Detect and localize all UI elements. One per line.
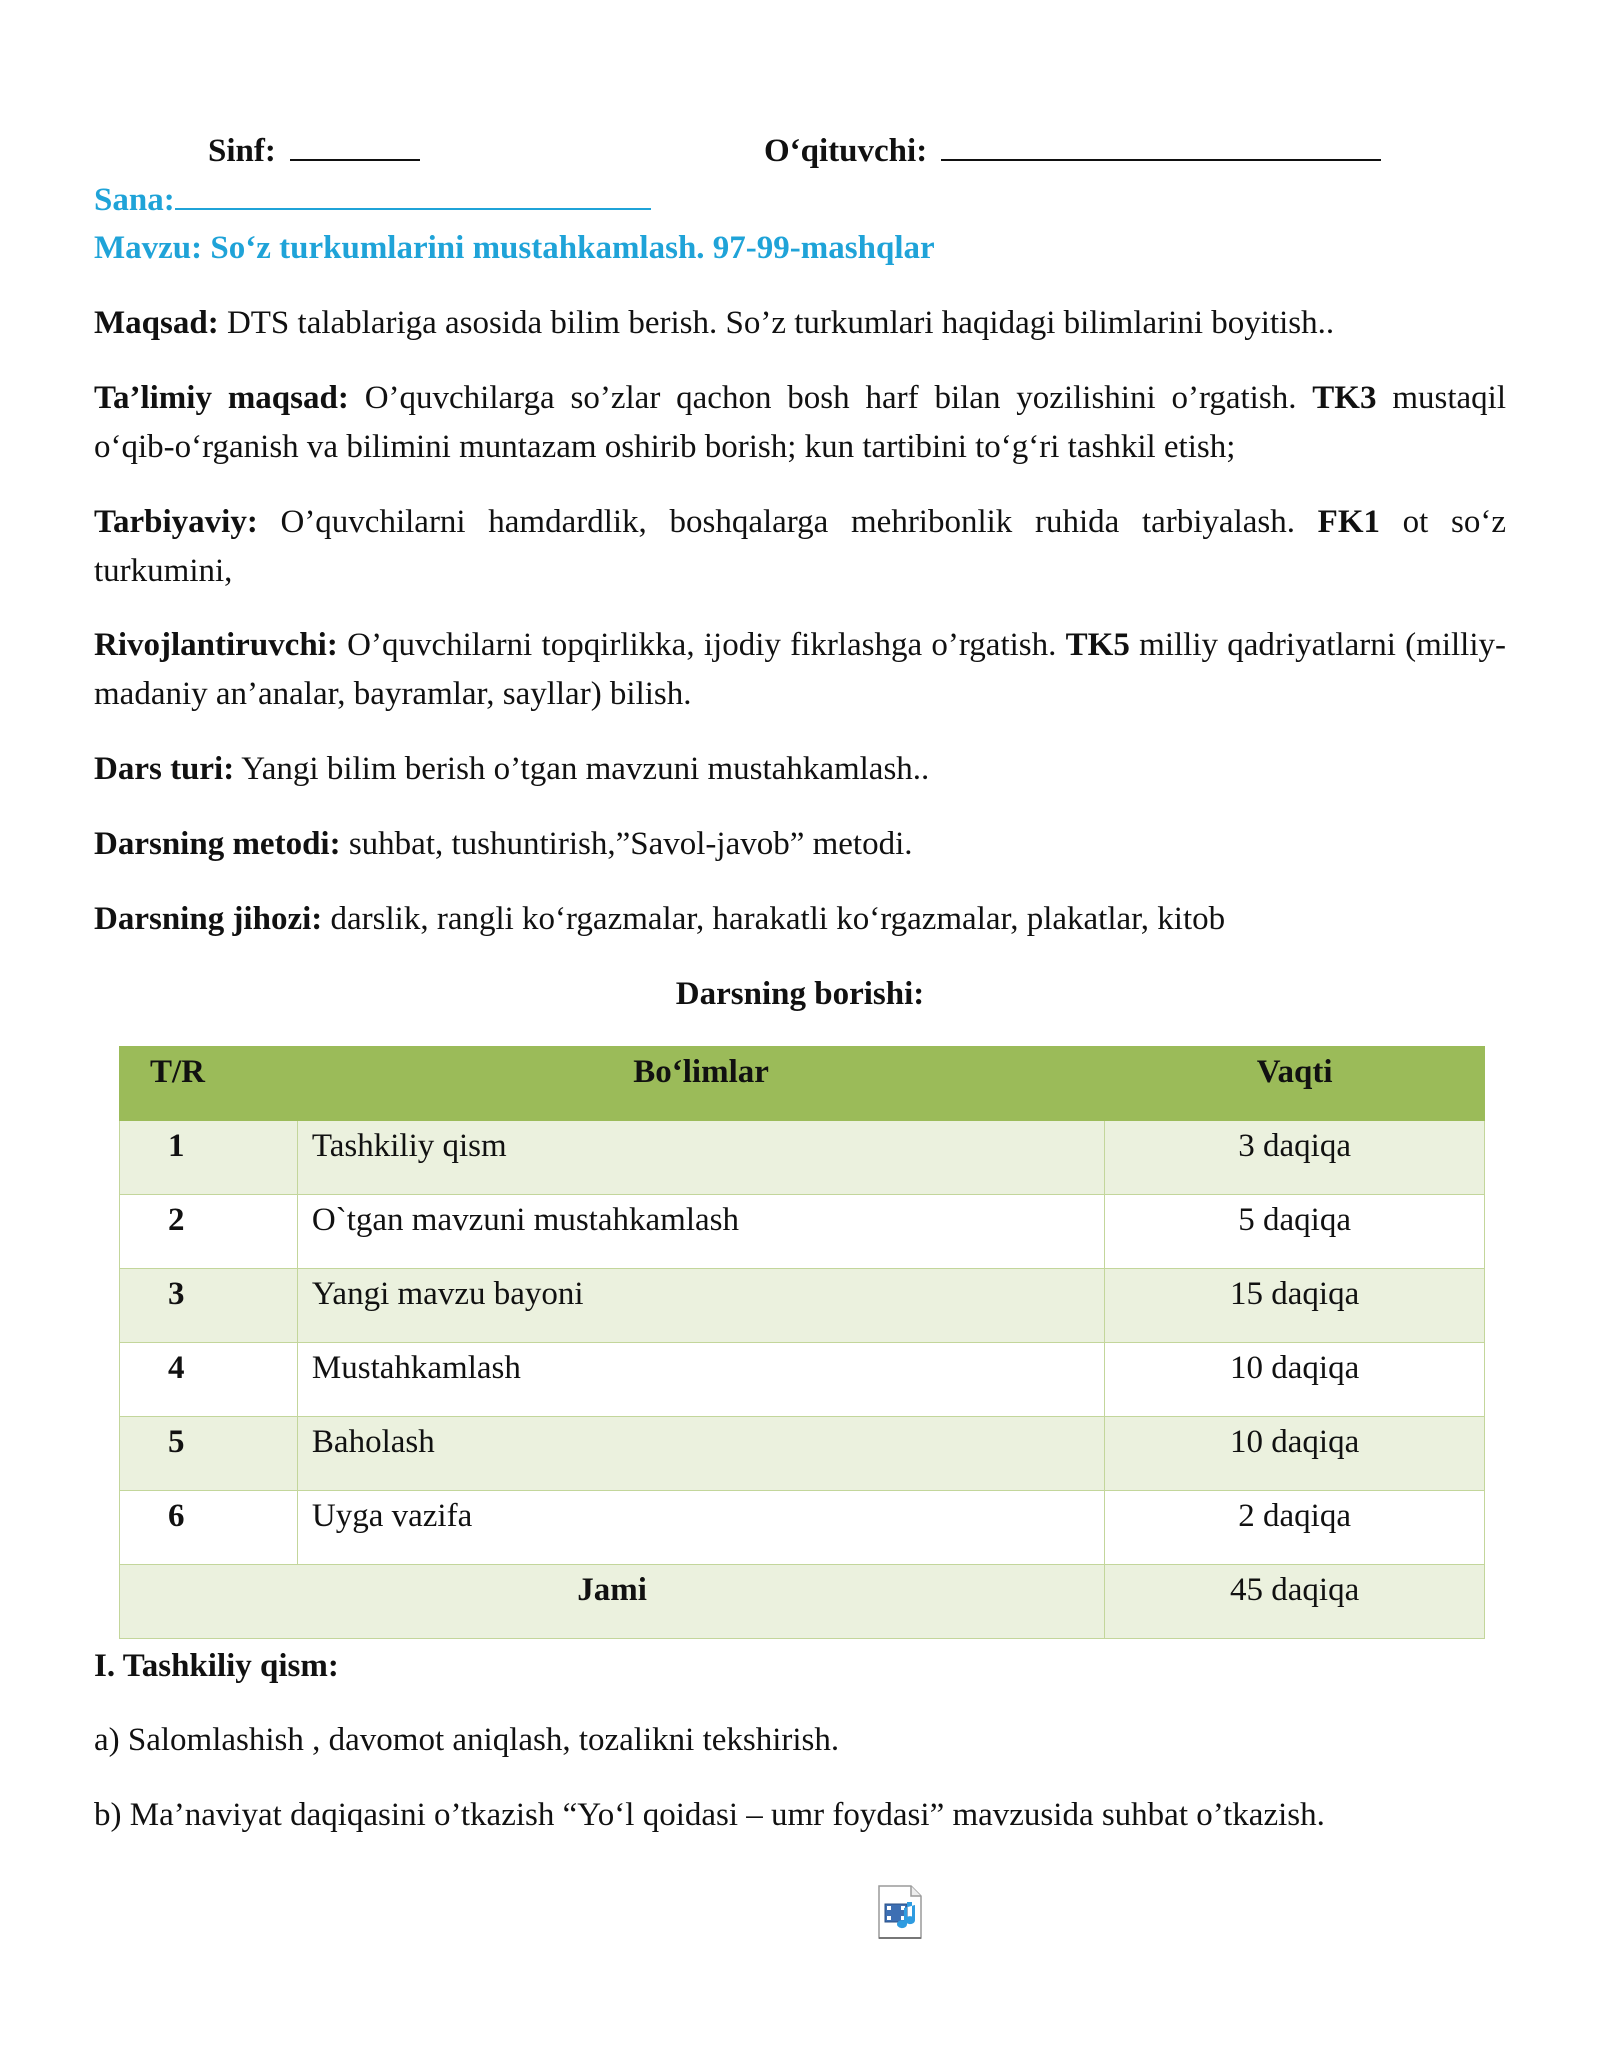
developmental-goal-paragraph bbox=[94, 621, 1506, 719]
row-number: 3 bbox=[120, 1269, 298, 1343]
row-time: 10 daqiqa bbox=[1105, 1417, 1485, 1491]
upbringing-goal-text: O’quvchilarni hamdardlik, boshqalarga mehribonlik ruhida tarbiyalash. bbox=[257, 504, 1318, 540]
row-number: 4 bbox=[120, 1343, 298, 1417]
row-section: Mustahkamlash bbox=[297, 1343, 1104, 1417]
row-time: 5 daqiqa bbox=[1105, 1195, 1485, 1269]
row-number: 2 bbox=[120, 1195, 298, 1269]
lesson-method-paragraph bbox=[94, 820, 1506, 869]
goal-label: Maqsad: bbox=[94, 305, 219, 341]
column-header-number: T/R bbox=[120, 1047, 298, 1121]
row-section: Uyga vazifa bbox=[297, 1491, 1104, 1565]
row-number: 5 bbox=[120, 1417, 298, 1491]
teacher-field bbox=[764, 131, 1381, 171]
row-section: Baholash bbox=[297, 1417, 1104, 1491]
lesson-equipment-label: Darsning jihozi: bbox=[94, 901, 323, 937]
table-row bbox=[120, 1491, 1485, 1565]
table-row bbox=[120, 1343, 1485, 1417]
upbringing-goal-code: FK1 bbox=[1317, 504, 1380, 540]
table-row bbox=[120, 1417, 1485, 1491]
table-total-row bbox=[120, 1565, 1485, 1639]
class-blank bbox=[290, 133, 420, 161]
media-file-icon[interactable] bbox=[877, 1884, 923, 1940]
teacher-blank bbox=[941, 133, 1381, 161]
educational-goal-label: Ta’limiy maqsad: bbox=[94, 380, 349, 416]
educational-goal-text-2: mustaqil o‘qib-o‘rganish va bilimini muntazam oshirib borish; kun tartibini to‘g‘ri tashkil etish; bbox=[94, 380, 1506, 465]
topic-title: Mavzu: So‘z turkumlarini mustahkamlash. 97-99-mashqlar bbox=[94, 230, 935, 266]
column-header-sections: Bo‘limlar bbox=[297, 1047, 1104, 1121]
developmental-goal-label: Rivojlantiruvchi: bbox=[94, 627, 338, 663]
upbringing-goal-text-2: ot so‘z turkumini, bbox=[94, 504, 1506, 589]
upbringing-goal-paragraph bbox=[94, 498, 1506, 596]
row-section: Tashkiliy qism bbox=[297, 1121, 1104, 1195]
educational-goal-paragraph bbox=[94, 374, 1506, 472]
educational-goal-text: O’quvchilarga so’zlar qachon bosh harf bilan yozilishini o’rgatish. bbox=[348, 380, 1313, 416]
row-number: 6 bbox=[120, 1491, 298, 1565]
lesson-type-text: Yangi bilim berish o’tgan mavzuni mustahkamlash.. bbox=[234, 751, 930, 787]
total-time: 45 daqiqa bbox=[1105, 1565, 1485, 1639]
goal-paragraph bbox=[94, 299, 1506, 348]
table-row bbox=[120, 1269, 1485, 1343]
teacher-label: O‘qituvchi: bbox=[764, 133, 928, 169]
section-1-item-b: b) Ma’naviyat daqiqasini o’tkazish “Yo‘l qoidasi – umr foydasi” mavzusida suhbat o’tkazish. bbox=[94, 1797, 1325, 1833]
developmental-goal-code: TK5 bbox=[1065, 627, 1130, 663]
row-time: 15 daqiqa bbox=[1105, 1269, 1485, 1343]
lesson-equipment-paragraph bbox=[94, 895, 1506, 944]
date-label: Sana: bbox=[94, 182, 175, 218]
row-section: O`tgan mavzuni mustahkamlash bbox=[297, 1195, 1104, 1269]
total-label: Jami bbox=[120, 1565, 1105, 1639]
table-row bbox=[120, 1121, 1485, 1195]
developmental-goal-text: O’quvchilarni topqirlikka, ijodiy fikrlashga o’rgatish. bbox=[337, 627, 1066, 663]
goal-text: DTS talablariga asosida bilim berish. So’z turkumlari haqidagi bilimlarini boyitish.. bbox=[218, 305, 1335, 341]
table-row bbox=[120, 1195, 1485, 1269]
section-1-title: I. Tashkiliy qism: bbox=[94, 1648, 339, 1684]
lesson-progress-title: Darsning borishi: bbox=[675, 976, 925, 1012]
lesson-equipment-text: darslik, rangli ko‘rgazmalar, harakatli ko‘rgazmalar, plakatlar, kitob bbox=[322, 901, 1226, 937]
class-label: Sinf: bbox=[208, 133, 276, 169]
section-1-item-a: a) Salomlashish , davomot aniqlash, tozalikni tekshirish. bbox=[94, 1722, 840, 1758]
date-blank bbox=[175, 182, 651, 210]
class-field bbox=[208, 131, 420, 171]
row-time: 3 daqiqa bbox=[1105, 1121, 1485, 1195]
lesson-method-label: Darsning metodi: bbox=[94, 826, 341, 862]
date-field bbox=[94, 180, 651, 220]
row-time: 10 daqiqa bbox=[1105, 1343, 1485, 1417]
row-section: Yangi mavzu bayoni bbox=[297, 1269, 1104, 1343]
lesson-method-text: suhbat, tushuntirish,”Savol-javob” metodi. bbox=[340, 826, 913, 862]
lesson-type-label: Dars turi: bbox=[94, 751, 235, 787]
lesson-plan-table bbox=[119, 1046, 1485, 1639]
row-number: 1 bbox=[120, 1121, 298, 1195]
table-header-row bbox=[120, 1047, 1485, 1121]
column-header-time: Vaqti bbox=[1105, 1047, 1485, 1121]
developmental-goal-text-2: milliy qadriyatlarni (milliy-madaniy an’analar, bayramlar, sayllar) bilish. bbox=[94, 627, 1506, 712]
educational-goal-code: TK3 bbox=[1312, 380, 1377, 416]
upbringing-goal-label: Tarbiyaviy: bbox=[94, 504, 258, 540]
row-time: 2 daqiqa bbox=[1105, 1491, 1485, 1565]
lesson-type-paragraph bbox=[94, 745, 1506, 794]
